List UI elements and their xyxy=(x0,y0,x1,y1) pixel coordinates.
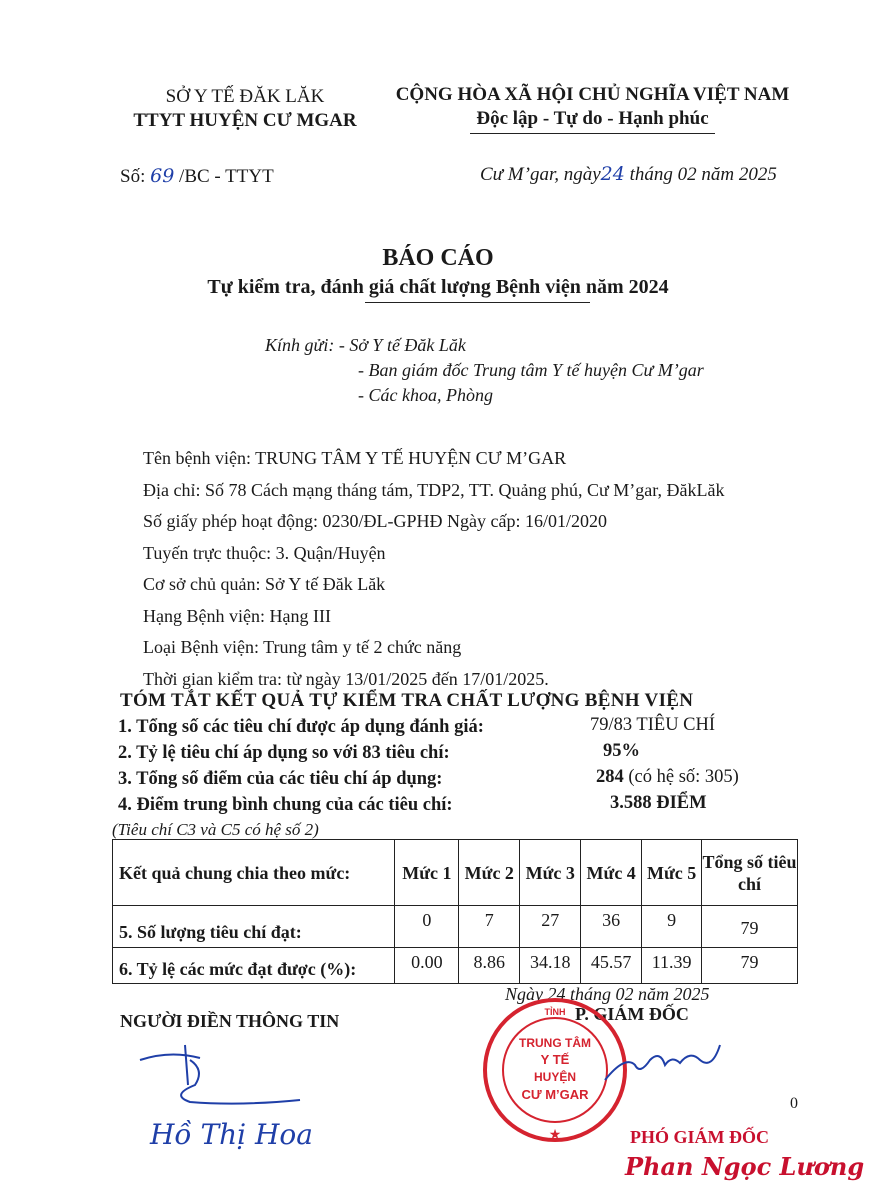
table-header-cell: Mức 3 xyxy=(520,840,581,906)
summary-label: 1. Tổng số các tiêu chí được áp dụng đánh giá: xyxy=(118,717,484,737)
table-cell: 79 xyxy=(702,906,798,948)
table-cell: 79 xyxy=(702,948,798,984)
summary-label: 3. Tổng số điểm của các tiêu chí áp dụng: xyxy=(118,769,443,789)
national-motto xyxy=(395,83,790,134)
table-row xyxy=(113,948,798,984)
deputy-director-name: Phan Ngọc Lương xyxy=(625,1152,865,1181)
table-cell: 34.18 xyxy=(520,948,581,984)
summary-label: 4. Điểm trung bình chung của các tiêu chí: xyxy=(118,795,453,815)
director-signature xyxy=(600,1035,740,1090)
summary-value-main: 284 xyxy=(596,767,624,787)
place-date-suffix: tháng 02 năm 2025 xyxy=(629,164,777,185)
hospital-info xyxy=(143,443,843,695)
seal-line: HUYỆN xyxy=(533,1070,577,1084)
info-line: Loại Bệnh viện: Trung tâm y tế 2 chức năng xyxy=(143,637,462,657)
seal-line: CƯ M’GAR xyxy=(521,1087,589,1102)
recipient-item: - Các khoa, Phòng xyxy=(358,385,493,405)
signature-date: Ngày 24 tháng 02 năm 2025 xyxy=(505,984,710,1004)
filler-signature xyxy=(130,1040,310,1110)
table-cell: 11.39 xyxy=(642,948,702,984)
table-cell: 8.86 xyxy=(459,948,520,984)
table-cell: 0.00 xyxy=(395,948,459,984)
table-header-cell: Tổng số tiêu chí xyxy=(702,840,798,906)
table-header-cell: Mức 1 xyxy=(395,840,459,906)
table-header-cell: Mức 5 xyxy=(642,840,702,906)
summary-value-extra: (có hệ số: 305) xyxy=(628,767,739,787)
table-row-label: 5. Số lượng tiêu chí đạt: xyxy=(113,906,395,948)
doc-number-prefix: Số: xyxy=(120,166,146,187)
table-header-cell: Mức 2 xyxy=(459,840,520,906)
table-cell: 9 xyxy=(642,906,702,948)
agency-name: TTYT HUYỆN CƯ MGAR xyxy=(133,110,357,131)
summary-value: 95% xyxy=(603,741,640,761)
place-date xyxy=(480,163,777,186)
director-title: P. GIÁM ĐỐC xyxy=(575,1004,689,1024)
table-header-row xyxy=(113,840,798,906)
stray-mark: 0 xyxy=(790,1095,798,1112)
country-name: CỘNG HÒA XÃ HỘI CHỦ NGHĨA VIỆT NAM xyxy=(395,84,790,105)
seal-line: Y TẾ xyxy=(540,1052,570,1067)
document-title: BÁO CÁO xyxy=(382,245,494,271)
table-header-label: Kết quả chung chia theo mức: xyxy=(113,840,395,906)
issuing-agency xyxy=(100,85,390,133)
table-cell: 7 xyxy=(459,906,520,948)
deputy-director-title: PHÓ GIÁM ĐỐC xyxy=(630,1127,769,1147)
summary-value: 79/83 TIÊU CHÍ xyxy=(590,715,716,735)
agency-parent: SỞ Y TẾ ĐĂK LĂK xyxy=(165,86,325,107)
table-cell: 45.57 xyxy=(581,948,642,984)
filler-name: Hồ Thị Hoa xyxy=(150,1118,313,1151)
recipient-item: - Sở Y tế Đăk Lăk xyxy=(338,335,466,355)
summary-label: 2. Tỷ lệ tiêu chí áp dụng so với 83 tiêu chí: xyxy=(118,743,450,763)
recipient-item: - Ban giám đốc Trung tâm Y tế huyện Cư M’gar xyxy=(358,360,704,380)
result-table xyxy=(112,839,798,984)
info-line: Tên bệnh viện: TRUNG TÂM Y TẾ HUYỆN CƯ M’GAR xyxy=(143,448,567,468)
svg-text:★: ★ xyxy=(548,1128,562,1143)
table-header-cell: Mức 4 xyxy=(581,840,642,906)
table-row xyxy=(113,906,798,948)
motto-underline xyxy=(470,133,715,134)
recipients-label: Kính gửi: xyxy=(265,335,335,355)
info-line: Tuyến trực thuộc: 3. Quận/Huyện xyxy=(143,542,386,563)
svg-text:TỈNH: TỈNH xyxy=(544,1007,566,1017)
motto: Độc lập - Tự do - Hạnh phúc xyxy=(476,108,709,129)
info-line: Địa chỉ: Số 78 Cách mạng tháng tám, TDP2, TT. Quảng phú, Cư M’gar, ĐăkLăk xyxy=(143,479,725,500)
summary-value xyxy=(596,767,739,788)
info-line: Cơ sở chủ quản: Sở Y tế Đăk Lăk xyxy=(143,574,386,594)
subtitle-underline xyxy=(365,302,590,303)
table-cell: 36 xyxy=(581,906,642,948)
table-row-label: 6. Tỷ lệ các mức đạt được (%): xyxy=(113,948,395,984)
info-line: Hạng Bệnh viện: Hạng III xyxy=(143,605,331,626)
place-date-day: 24 xyxy=(600,163,625,185)
seal-line: TRUNG TÂM xyxy=(519,1036,591,1050)
doc-number-suffix: /BC - TTYT xyxy=(179,166,274,187)
info-line: Số giấy phép hoạt động: 0230/ĐL-GPHĐ Ngày cấp: 16/01/2020 xyxy=(143,511,607,531)
summary-title: TÓM TẮT KẾT QUẢ TỰ KIỂM TRA CHẤT LƯỢNG BỆNH VIỆN xyxy=(120,690,694,711)
filler-title: NGƯỜI ĐIỀN THÔNG TIN xyxy=(120,1011,340,1031)
info-line: Thời gian kiểm tra: từ ngày 13/01/2025 đến 17/01/2025. xyxy=(143,668,549,689)
table-cell: 27 xyxy=(520,906,581,948)
table-cell: 0 xyxy=(395,906,459,948)
document-subtitle: Tự kiểm tra, đánh giá chất lượng Bệnh viện năm 2024 xyxy=(207,276,669,298)
place-date-prefix: Cư M’gar, ngày xyxy=(480,164,601,185)
recipients xyxy=(265,333,704,408)
summary-value: 3.588 ĐIỂM xyxy=(610,793,707,813)
document-number xyxy=(120,165,274,188)
doc-number-value: 69 xyxy=(150,165,175,187)
coefficient-note: (Tiêu chí C3 và C5 có hệ số 2) xyxy=(112,820,319,839)
